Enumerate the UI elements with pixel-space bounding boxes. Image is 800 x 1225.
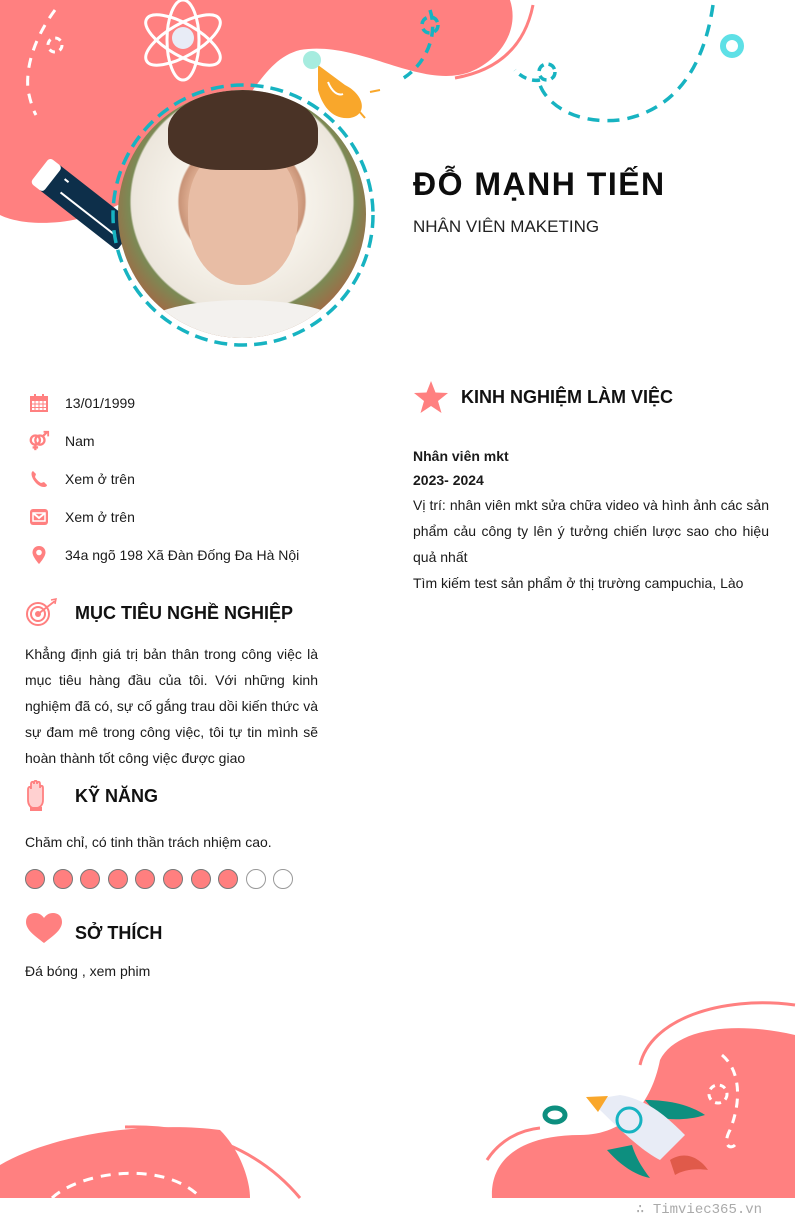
rating-dot-filled xyxy=(163,869,183,889)
rating-dot-filled xyxy=(53,869,73,889)
hobbies-title: SỞ THÍCH xyxy=(75,922,163,943)
location-pin-icon xyxy=(28,544,50,566)
profile-photo xyxy=(118,90,366,338)
skills-header xyxy=(25,780,158,812)
experience-item xyxy=(413,444,769,596)
rating-dot-filled xyxy=(191,869,211,889)
skills-title: KỸ NĂNG xyxy=(75,785,159,806)
contact-row-gender xyxy=(28,422,348,460)
heart-icon xyxy=(25,912,65,944)
dashed-path-right xyxy=(540,5,713,121)
email-icon xyxy=(28,506,50,528)
hand-icon xyxy=(25,780,65,812)
rating-dot-filled xyxy=(25,869,45,889)
birthday-value: 13/01/1999 xyxy=(65,395,136,411)
rating-dot-filled xyxy=(135,869,155,889)
contact-row-phone xyxy=(28,460,348,498)
experience-period: 2023- 2024 xyxy=(413,472,484,488)
job-title: NHÂN VIÊN MAKETING xyxy=(413,217,600,236)
contact-row-birthday xyxy=(28,384,348,422)
objective-title: MỤC TIÊU NGHỀ NGHIỆP xyxy=(75,602,294,623)
candidate-name: ĐỖ MẠNH TIẾN xyxy=(413,166,666,202)
rating-dot-filled xyxy=(108,869,128,889)
experience-header xyxy=(413,380,673,414)
email-value: Xem ở trên xyxy=(65,509,135,525)
contact-info xyxy=(28,384,348,574)
objective-text: Khẳng định giá trị bản thân trong công việc là mục tiêu hàng đầu của tôi. Với những kinh nghiệm đã có, sự cố gắng trau dồi kiến thức và sự đam mê trong công việc, tôi tự tin mình sẽ hoàn thành tốt công việc được giao xyxy=(25,646,318,766)
experience-description: Vị trí: nhân viên mkt sửa chữa video và hình ảnh các sản phẩm cảu công ty lên ý tưởng chiến lược sao cho hiệu quả nhất xyxy=(413,497,769,565)
phone-value: Xem ở trên xyxy=(65,471,135,487)
skill-name: Chăm chỉ, có tinh thần trách nhiệm cao. xyxy=(25,834,272,850)
experience-position: Nhân viên mkt xyxy=(413,448,509,464)
contact-row-email xyxy=(28,498,348,536)
experience-title: KINH NGHIỆM LÀM VIỆC xyxy=(461,386,674,407)
target-icon xyxy=(25,598,65,628)
skill-rating xyxy=(25,869,293,889)
watermark: ∴ Timviec365.vn xyxy=(636,1202,763,1218)
rating-dot-filled xyxy=(80,869,100,889)
contact-row-address xyxy=(28,536,348,574)
hobbies-text: Đá bóng , xem phim xyxy=(25,963,151,979)
teal-ring xyxy=(723,37,741,55)
hobbies-header xyxy=(25,912,162,944)
gender-icon xyxy=(28,430,50,452)
phone-icon xyxy=(28,468,50,490)
rating-dot-filled xyxy=(218,869,238,889)
objective-header xyxy=(25,598,293,628)
star-icon xyxy=(413,380,451,414)
gender-value: Nam xyxy=(65,433,95,449)
rating-dot-empty xyxy=(246,869,266,889)
calendar-icon xyxy=(28,392,50,414)
rating-dot-empty xyxy=(273,869,293,889)
address-value: 34a ngõ 198 Xã Đàn Đống Đa Hà Nội xyxy=(65,547,300,563)
experience-extra: Tìm kiếm test sản phẩm ở thị trường campuchia, Lào xyxy=(413,575,744,591)
